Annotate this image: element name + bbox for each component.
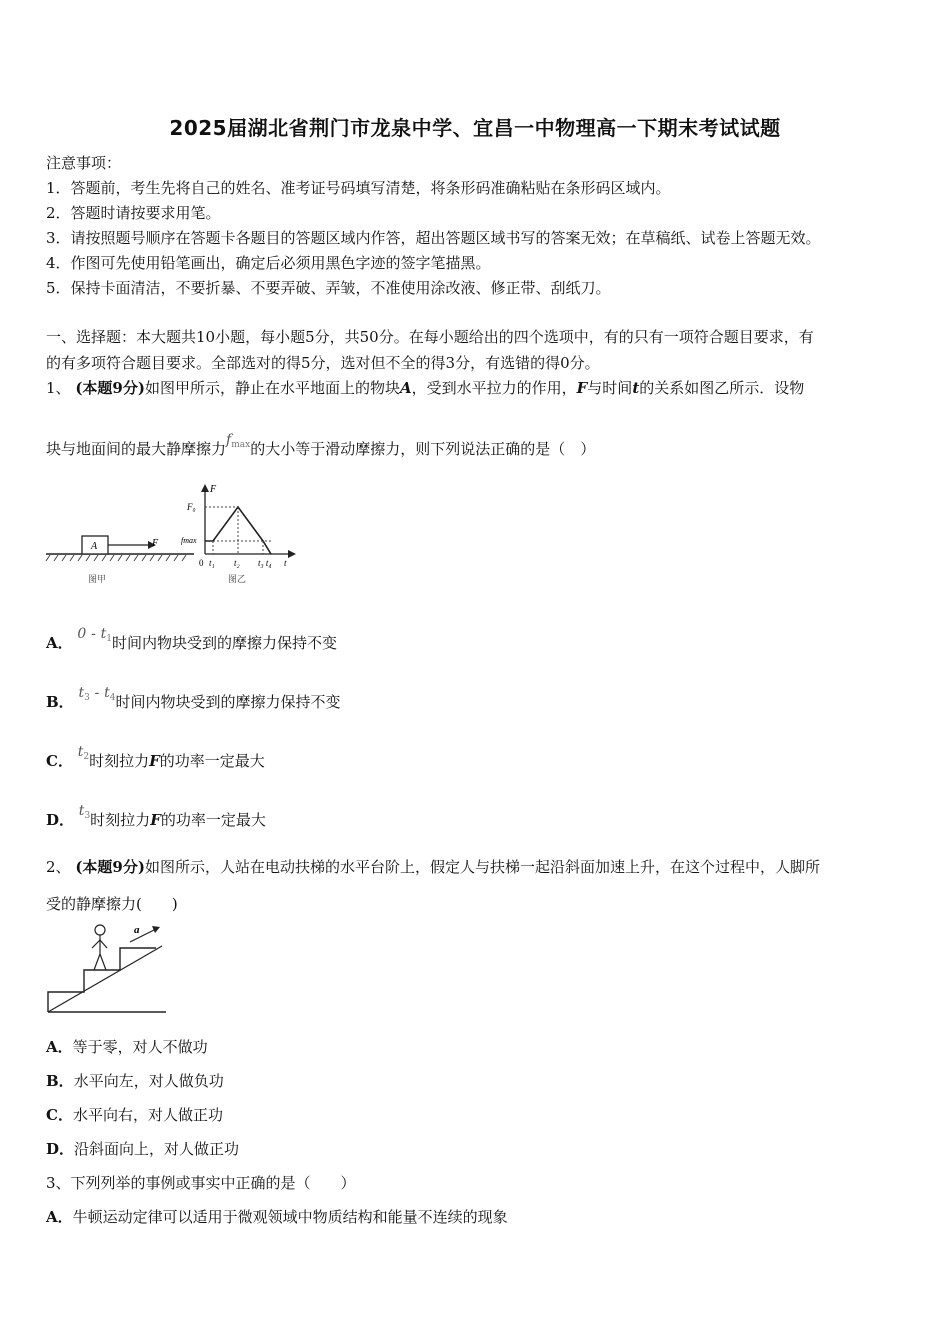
q2-option-d[interactable]: D．沿斜面向上，对人做正功 [46, 1140, 240, 1158]
q1-option-d[interactable]: D． $t_3$时刻拉力F的功率一定最大 [46, 803, 266, 829]
q1-option-a[interactable]: A． $0 - t_1$时间内物块受到的摩擦力保持不变 [46, 626, 338, 652]
question-2-stem-line2: 受的静摩擦力( ) [46, 895, 178, 913]
notice-heading: 注意事项： [46, 154, 122, 172]
person-icon [92, 925, 107, 970]
origin-label: 0 [199, 558, 204, 568]
t2-label: t₂ [234, 558, 240, 568]
option-math: $t_2$ [77, 744, 90, 762]
f-axis-arrow-icon [201, 484, 209, 492]
notice-item: 4．作图可先使用铅笔画出，确定后必须用黑色字迹的签字笔描黑。 [46, 254, 491, 272]
f-t-curve [205, 507, 271, 554]
y-axis-label: F [210, 484, 217, 495]
question-2-stem: 2、 (本题9分)如图所示，人站在电动扶梯的水平台阶上，假定人与扶梯一起沿斜面加速上升，在这个过程中，人脚所 [46, 858, 820, 876]
notice-item: 2．答题时请按要求用笔。 [46, 204, 221, 222]
caption-yi: 图乙 [228, 574, 247, 584]
option-math: $0 - t_1$ [77, 626, 113, 644]
block-label: A [91, 541, 98, 552]
figure-yi [181, 484, 296, 584]
question-number: 2、 [46, 858, 71, 876]
option-math: $t_3 - t_4$ [78, 685, 116, 703]
q2-option-a[interactable]: A．等于零，对人不做功 [46, 1038, 208, 1056]
t3t4-label: t₃ t₄ [258, 558, 272, 568]
q1-option-c[interactable]: C． $t_2$时刻拉力F的功率一定最大 [46, 744, 265, 770]
question-3-stem: 3、下列列举的事例或事实中正确的是（ ） [46, 1174, 356, 1192]
escalator-figure [44, 920, 170, 1016]
question-1-stem-line2: 块与地面间的最大静摩擦力$f_{max}$的大小等于滑动摩擦力，则下列说法正确的是（ ） [46, 432, 596, 458]
fmax-axis-label: fmax [181, 536, 197, 545]
q2-option-b[interactable]: B．水平向左，对人做负功 [46, 1072, 224, 1090]
q3-option-a[interactable]: A．牛顿运动定律可以适用于微观领域中物质结构和能量不连续的现象 [46, 1208, 508, 1226]
notice-item: 1．答题前，考生先将自己的姓名、准考证号码填写清楚，将条形码准确粘贴在条形码区域内。 [46, 179, 671, 197]
figure-jia [46, 536, 194, 584]
t-axis-arrow-icon [288, 550, 296, 558]
q1-option-b[interactable]: B． $t_3 - t_4$时间内物块受到的摩擦力保持不变 [46, 685, 341, 711]
question-score: (本题9分) [75, 858, 145, 876]
page-title: 2025届湖北省荆门市龙泉中学、宜昌一中物理高一下期末考试试题 [169, 116, 781, 140]
notice-item: 5．保持卡面清洁，不要折暴、不要弄破、弄皱，不准使用涂改液、修正带、刮纸刀。 [46, 279, 611, 297]
fmax-symbol: $f_{max}$ [226, 432, 251, 450]
question-number: 3、 [46, 1174, 71, 1192]
arrow-head-icon [152, 926, 160, 933]
question-1-figure [44, 480, 300, 590]
question-number: 1、 [46, 379, 71, 397]
section-heading-line2: 的有多项符合题目要求。全部选对的得5分，选对但不全的得3分，有选错的得0分。 [46, 354, 600, 372]
acceleration-label: a [134, 924, 140, 936]
f0-label: F₀ [187, 502, 196, 512]
notice-item: 3．请按照题号顺序在答题卡各题目的答题区域内作答，超出答题区域书写的答案无效；在草稿纸、试卷上答题无效。 [46, 229, 821, 247]
caption-jia: 图甲 [88, 574, 107, 584]
force-label: F [152, 538, 159, 549]
option-math: $t_3$ [78, 803, 91, 821]
section-heading-line1: 一、选择题：本大题共10小题，每小题5分，共50分。在每小题给出的四个选项中，有的只有一项符合题目要求，有 [46, 328, 814, 346]
t1-label: t₁ [209, 558, 215, 568]
q2-option-c[interactable]: C．水平向右，对人做正功 [46, 1106, 223, 1124]
question-score: (本题9分) [75, 379, 145, 397]
t-axis-label: t [284, 558, 287, 568]
question-1-stem: 1、 (本题9分)如图甲所示，静止在水平地面上的物块A，受到水平拉力的作用，F与时间t的关系如图乙所示．设物 [46, 379, 805, 397]
